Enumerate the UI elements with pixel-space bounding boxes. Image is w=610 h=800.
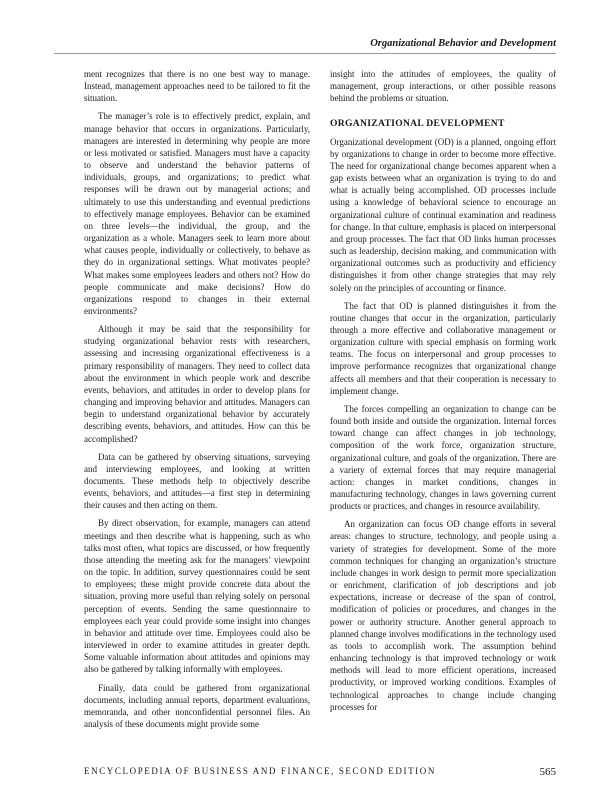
paragraph: ment recognizes that there is no one best way to manage. Instead, management approaches need to be tailored to fit the situation.	[84, 69, 310, 104]
paragraph: Organizational development (OD) is a planned, ongoing effort by organizations to change in order to become more effective. The need for organizational change becomes apparent when a gap exists between what an organization is trying to do and what is actually being accomplished. OD processes include using a knowledge of behavioral science to encourage an organizational culture of continual examination and readiness for change. In that culture, emphasis is placed on interpersonal and group processes. The fact that OD links human processes such as leadership, decision making, and communication with organizational outcomes such as productivity and efficiency distinguishes it from other change strategies that may rely solely on the principles of accounting or finance.	[330, 136, 556, 293]
running-head: Organizational Behavior and Development	[54, 38, 556, 54]
paragraph: Finally, data could be gathered from organizational documents, including annual reports, department evaluations, memoranda, and other nonconfidential personnel files. An analysis of these documents might provide some	[84, 682, 310, 729]
section-heading: ORGANIZATIONAL DEVELOPMENT	[330, 118, 505, 130]
book-title: ENCYCLOPEDIA OF BUSINESS AND FINANCE, SECOND EDITION	[84, 766, 436, 776]
paragraph: Data can be gathered by observing situations, surveying and interviewing employees, and looking at written documents. These methods help to objectively describe events, behaviors, and attitudes—a first step in determining their causes and then acting on them.	[84, 451, 310, 511]
paragraph: An organization can focus OD change efforts in several areas: changes to structure, technology, and people using a variety of strategies for development. Some of the more common techniques for changing an organization’s structure include changes in work design to permit more specialization or enrichment, clarification of job descriptions and job expectations, increase or decrease of the span of control, modification of policies or procedures, and changes in the power or authority structure. Another general approach to planned change involves modifications in the technology used as tools to accomplish work. The assumption behind enhancing technology is that improved technology or work methods will lead to more efficient operations, increased productivity, or improved working conditions. Examples of technological approaches to change include changing processes for	[330, 519, 556, 712]
paragraph: insight into the attitudes of employees, the quality of management, group interactions, or other possible reasons behind the problems or situation.	[330, 69, 556, 104]
paragraph: The fact that OD is planned distinguishes it from the routine changes that occur in the organization, particularly through a more effective and collaborative management or organization culture with special emphasis on forming work teams. The focus on interpersonal and group processes to improve performance recognizes that organizational change affects all members and that their cooperation is necessary to implement change.	[330, 300, 556, 396]
paragraph: The forces compelling an organization to change can be found both inside and outside the organization. Internal forces toward change can affect changes in job technology, composition of the work force, organization structure, organizational culture, and goals of the organization. There are a variety of external forces that may require managerial action: changes in market conditions, changes in manufacturing technology, changes in laws governing current products or practices, and changes in resource availability.	[330, 403, 556, 512]
page-footer	[84, 766, 556, 778]
article-body	[84, 68, 556, 758]
page-number: 565	[539, 766, 556, 778]
paragraph: By direct observation, for example, managers can attend meetings and then describe what is happening, such as who talks most often, what topics are discussed, or how frequently those attending the meeting ask for the managers’ viewpoint on the topic. In addition, survey questionnaires could be sent to employees; these might provide concrete data about the situation, proving more useful than relying solely on personal perception of events. Sending the same questionnaire to employees each year could provide some insight into changes in behavior and attitude over time. Employees could also be interviewed in order to examine attitudes in greater depth. Some valuable information about attitudes and opinions may also be gathered by talking informally with employees.	[84, 518, 310, 675]
paragraph: Although it may be said that the responsibility for studying organizational behavior rests with researchers, assessing and increasing organizational effectiveness is a primary responsibility of managers. They need to collect data about the environment in which people work and describe events, behaviors, and attitudes in order to develop plans for changing and improving behavior and attitudes. Managers can begin to understand organizational behavior by accurately describing events, behaviors, and attitudes. How can this be accomplished?	[84, 324, 310, 444]
left-column	[84, 68, 310, 758]
right-column	[330, 68, 556, 758]
paragraph: The manager’s role is to effectively predict, explain, and manage behavior that occurs in organizations. Particularly, managers are interested in determining why people are more or less motivated or satisfied. Managers must have a capacity to observe and understand the behavior patterns of individuals, groups, and organizations; to predict what responses will be drawn out by managerial actions; and ultimately to use this understanding and eventual predictions to effectively manage employees. Behavior can be examined on three levels—the individual, the group, and the organization as a whole. Managers seek to learn more about what causes people, individually or collectively, to behave as they do in organizational settings. What motivates people? What makes some employees leaders and others not? How do people communicate and make decisions? How do organizations respond to changes in their external environments?	[84, 111, 310, 316]
